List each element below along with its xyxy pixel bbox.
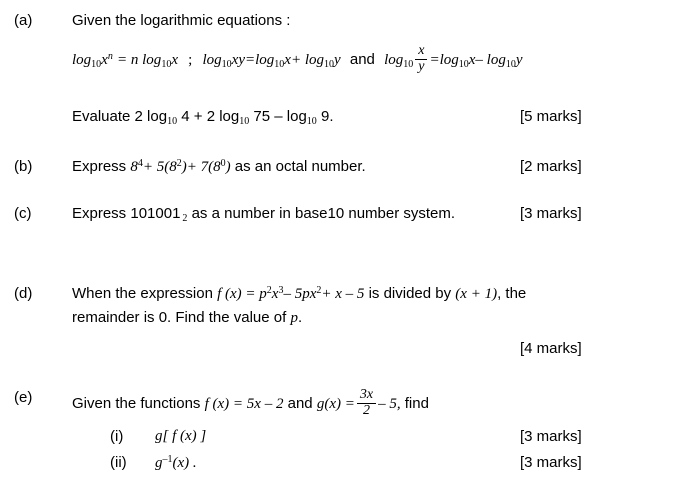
question-e-g-numerator: 3x bbox=[359, 387, 374, 402]
question-a-identities bbox=[72, 45, 523, 75]
question-e-label: (e) bbox=[14, 389, 33, 406]
question-a-task-verb: Evaluate bbox=[72, 108, 131, 125]
question-b-expr-end-close: ) bbox=[225, 159, 231, 175]
question-e-function-g-fraction bbox=[357, 388, 376, 418]
identity-3-numerator: x bbox=[418, 43, 425, 58]
identity-3-denominator: y bbox=[415, 59, 427, 75]
identity-2-plus-log: + log bbox=[290, 52, 325, 69]
question-d-expr-start: f (x) = p bbox=[217, 286, 267, 302]
question-d-marks: [4 marks] bbox=[520, 340, 582, 357]
question-a-term-1-base: 10 bbox=[167, 116, 178, 127]
question-a-marks: [5 marks] bbox=[520, 108, 582, 125]
identity-2-rhs-base: 10 bbox=[274, 59, 285, 71]
identity-3-log: log bbox=[384, 52, 404, 69]
question-c-number-base: 2 bbox=[182, 213, 188, 224]
identity-3-minus-base: 10 bbox=[505, 59, 516, 71]
question-e-function-g-post: – 5, bbox=[378, 396, 401, 413]
question-d-expr-x: x bbox=[271, 286, 279, 302]
question-c-text-after: as a number in base10 number system. bbox=[191, 205, 456, 222]
identity-2-base: 10 bbox=[221, 59, 232, 71]
identity-3-fraction bbox=[415, 44, 427, 74]
question-a-term-1: 2 log bbox=[134, 108, 168, 125]
question-d-expr-sup-3: 2 bbox=[316, 285, 322, 296]
question-b-expr-mid: + 5(8 bbox=[142, 159, 177, 175]
question-e-stem-after: find bbox=[404, 395, 429, 413]
question-d-line-1 bbox=[72, 285, 526, 303]
question-d-expr-end: + x – 5 bbox=[321, 286, 365, 302]
question-a-period: . bbox=[329, 108, 334, 125]
question-d-expr-sup-2: 3 bbox=[278, 285, 284, 296]
question-e-function-f: f (x) = 5x – 2 bbox=[204, 396, 284, 413]
identity-3-equals: =log bbox=[429, 52, 459, 69]
question-d-line-2-before: remainder is 0. Find the value of bbox=[72, 309, 287, 326]
question-b-expr-end-exponent: 0 bbox=[220, 158, 226, 169]
identity-3-base: 10 bbox=[403, 59, 414, 71]
identity-3-minus-arg: y bbox=[515, 52, 523, 69]
question-e-part-ii-rest: (x) . bbox=[172, 455, 197, 471]
question-d-divisor: (x + 1) bbox=[455, 286, 498, 302]
question-b-expr-exponent: 4 bbox=[137, 158, 143, 169]
question-a-term-2-base: 10 bbox=[239, 116, 250, 127]
question-c-number: 101001 bbox=[130, 205, 181, 222]
question-b-expr-mid-exponent: 2 bbox=[176, 158, 182, 169]
identity-2-log: log bbox=[202, 52, 222, 69]
question-d-text-before: When the expression bbox=[72, 285, 213, 302]
question-b-expr-end: + 7(8 bbox=[186, 159, 221, 175]
question-a-term-3-value: 9 bbox=[320, 108, 330, 125]
question-c-text bbox=[72, 205, 455, 224]
question-c-marks: [3 marks] bbox=[520, 205, 582, 222]
question-e-part-ii-expression bbox=[155, 454, 197, 472]
identity-2-plus-arg: y bbox=[334, 52, 341, 69]
question-e-part-ii-exponent: –1 bbox=[162, 454, 173, 465]
question-a-label: (a) bbox=[14, 12, 33, 29]
question-a-task bbox=[72, 108, 333, 127]
question-b-label: (b) bbox=[14, 158, 33, 175]
identity-2-plus-base: 10 bbox=[324, 59, 335, 71]
identity-2-equals: =log bbox=[245, 52, 275, 69]
question-e-stem-before: Given the functions bbox=[72, 395, 201, 413]
question-d-label: (d) bbox=[14, 285, 33, 302]
question-d-line-2 bbox=[72, 309, 302, 327]
question-a-term-2-value: 75 bbox=[253, 108, 271, 125]
question-a-term-3: – log bbox=[274, 108, 307, 125]
identity-1-rhs-arg: x bbox=[171, 52, 178, 69]
question-e-part-i-numeral: (i) bbox=[110, 428, 124, 445]
question-d-line-2-after: . bbox=[297, 309, 303, 326]
identity-1-arg: x bbox=[101, 52, 108, 69]
question-d-expr-sup-1: 2 bbox=[266, 285, 272, 296]
question-e-g-denominator: 2 bbox=[357, 403, 376, 419]
question-d-variable: p bbox=[290, 310, 298, 326]
identity-3-rhs-base: 10 bbox=[458, 59, 469, 71]
question-b-marks: [2 marks] bbox=[520, 158, 582, 175]
identity-2-arg: xy bbox=[231, 52, 245, 69]
question-e-part-ii-numeral: (ii) bbox=[110, 454, 127, 471]
question-b-text bbox=[72, 158, 366, 176]
question-e-stem-and: and bbox=[287, 395, 313, 413]
identity-and: and bbox=[349, 51, 375, 69]
identity-1-base: 10 bbox=[91, 59, 102, 71]
question-c-label: (c) bbox=[14, 205, 32, 222]
identity-3-minus-log: – log bbox=[475, 52, 506, 69]
question-e-part-i-marks: [3 marks] bbox=[520, 428, 582, 445]
question-b-expr-base: 8 bbox=[130, 159, 138, 175]
identity-3-rhs-arg: x bbox=[468, 52, 476, 69]
identity-1-exponent: n bbox=[107, 51, 113, 63]
question-d-line-1-tail: , the bbox=[497, 285, 527, 302]
identity-2-rhs-arg: x bbox=[284, 52, 291, 69]
question-b-expr-mid-close: ) bbox=[181, 159, 187, 175]
question-a-term-2: + 2 log bbox=[193, 108, 240, 125]
question-d-expr-mid: – 5px bbox=[283, 286, 317, 302]
identity-separator: ; bbox=[188, 52, 193, 69]
question-a-term-1-value: 4 bbox=[181, 108, 190, 125]
question-b-text-before: Express bbox=[72, 158, 127, 175]
identity-1-equals: = n log bbox=[117, 52, 162, 69]
question-d-text-after: is divided by bbox=[368, 285, 452, 302]
question-a-term-3-base: 10 bbox=[306, 116, 317, 127]
question-e-stem bbox=[72, 389, 429, 419]
identity-1-log: log bbox=[72, 52, 92, 69]
question-e-part-i-expression: g[ f (x) ] bbox=[155, 428, 207, 444]
question-e-part-ii-marks: [3 marks] bbox=[520, 454, 582, 471]
question-c-text-before: Express bbox=[72, 205, 127, 222]
question-a-stem: Given the logarithmic equations : bbox=[72, 12, 291, 29]
question-e-function-g-pre: g(x) = bbox=[316, 396, 355, 413]
question-e-part-ii-g: g bbox=[155, 455, 163, 471]
identity-1-rhs-base: 10 bbox=[161, 59, 172, 71]
question-b-text-after: as an octal number. bbox=[234, 158, 366, 175]
